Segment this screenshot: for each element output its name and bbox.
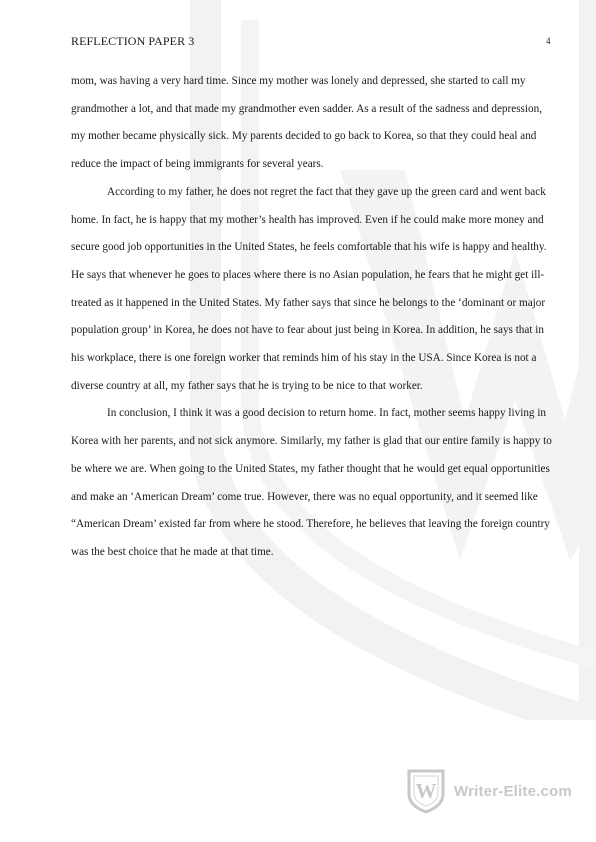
- page-number: 4: [546, 36, 551, 46]
- paragraph-conclusion: In conclusion, I think it was a good decision to return home. In fact, mother seems happy living in Korea with her parents, and not sick anymore. Similarly, my father is glad that our entire family is happy to be where we are. When going to the United States, my father thought that he would get equal opportunities and make an ‘American Dream’ come true. However, there was no equal opportunity, and it seemed like “American Dream’ existed far from where he stood. Therefore, he believes that leaving the foreign country was the best choice that he made at that time.: [71, 407, 552, 558]
- watermark-brand: [406, 768, 572, 814]
- writer-elite-logo-icon: [406, 768, 446, 814]
- running-head-title: REFLECTION PAPER 3: [71, 34, 195, 48]
- watermark-brand-text: Writer-Elite.com: [454, 782, 572, 800]
- svg-text:W: W: [415, 779, 437, 803]
- paragraph-father-view: According to my father, he does not regret the fact that they gave up the green card and went back home. In fact, he is happy that my mother’s health has improved. Even if he could make more money and secure good job opportunities in the United States, he feels comfortable that his wife is happy and healthy. He says that whenever he goes to places where there is no Asian population, he fears that he might get ill-treated as it happened in the United States. My father says that since he belongs to the ‘dominant or major population group’ in Korea, he does not have to fear about just being in Korea. In addition, he says that in his workplace, there is one foreign worker that reminds him of his stay in the USA. Since Korea is not a diverse country at all, my father says that he is trying to be nice to that worker.: [71, 185, 547, 392]
- body-text: [71, 68, 555, 567]
- paragraph-continuation: mom, was having a very hard time. Since my mother was lonely and depressed, she started to call my grandmother a lot, and that made my grandmother even sadder. As a result of the sadness and depression, my mother became physically sick. My parents decided to go back to Korea, so that they could heal and reduce the impact of being immigrants for several years.: [71, 75, 542, 171]
